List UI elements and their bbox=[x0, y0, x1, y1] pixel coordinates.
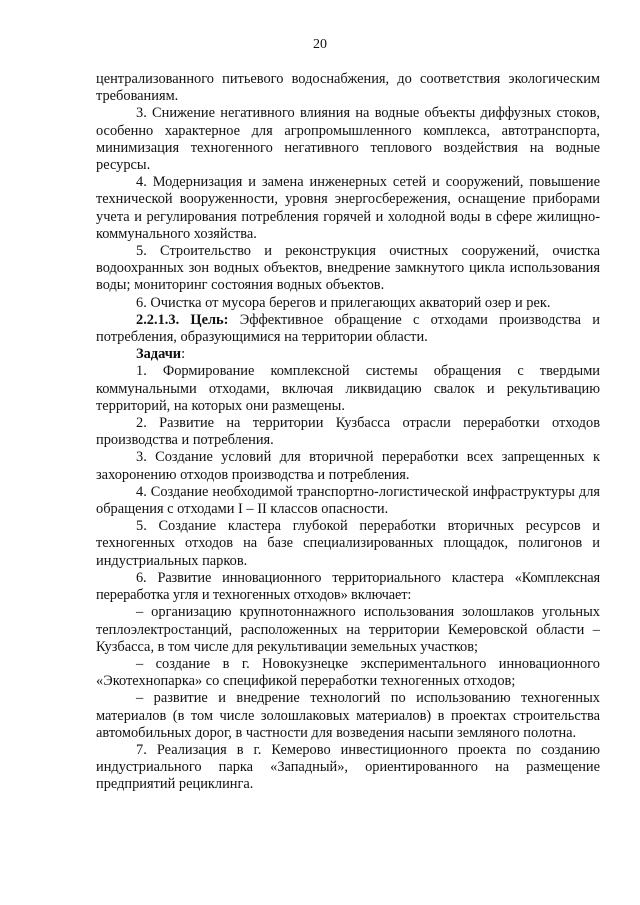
dash-item-ash-slag: – организацию крупнотоннажного использования золошлаков угольных теплоэлектростанций, расположенных на территории Кемеровской области – Кузбасса, в том числе для рекультивации земельных участков; bbox=[96, 604, 600, 655]
page-number: 20 bbox=[313, 37, 327, 52]
dash-item-road-construction: – развитие и внедрение технологий по использованию техногенных материалов (в том числе золошлаковых материалов) в проектах строительства автомобильных дорог, в частности для возведения насыпи земляного полотна. bbox=[96, 690, 600, 741]
task-item-3: 3. Создание условий для вторичной переработки всех запрещенных к захоронению отходов производства и потребления. bbox=[96, 449, 600, 483]
paragraph-water-supply-cont: централизованного питьевого водоснабжения, до соответствия экологическим требованиям. bbox=[96, 71, 600, 105]
paragraph-shore-cleaning: 6. Очистка от мусора берегов и прилегающих акваторий озер и рек. bbox=[136, 294, 551, 311]
tasks-label: Задачи bbox=[136, 346, 182, 363]
task-item-7: 7. Реализация в г. Кемерово инвестиционного проекта по созданию индустриального парка «Западный», ориентированного на размещение предприятий рециклинга. bbox=[96, 741, 600, 793]
dash-item-ecotechnopark: – создание в г. Новокузнецке экспериментального инновационного «Экотехнопарка» со спецификой переработки техногенных отходов; bbox=[96, 655, 600, 690]
task-item-2: 2. Развитие на территории Кузбасса отрасли переработки отходов производства и потребления. bbox=[96, 415, 600, 449]
task-item-1: 1. Формирование комплексной системы обращения с твердыми коммунальными отходами, включая ликвидацию свалок и рекультивацию территорий, на которых они размещены. bbox=[96, 363, 600, 414]
goal-label: 2.2.1.3. Цель: bbox=[136, 311, 229, 328]
task-item-6: 6. Развитие инновационного территориального кластера «Комплексная переработка угля и техногенных отходов» включает: bbox=[96, 569, 600, 604]
task-item-5: 5. Создание кластера глубокой переработки вторичных ресурсов и техногенных отходов на базе специализированных площадок, полигонов и индустриальных парков. bbox=[96, 518, 600, 569]
paragraph-network-modernization: 4. Модернизация и замена инженерных сетей и сооружений, повышение технической вооруженности, уровня энергосбережения, оснащение приборами учета и регулирования потребления горячей и холодной воды в сфере жилищно-коммунального хозяйства. bbox=[96, 174, 600, 242]
tasks-colon: : bbox=[181, 346, 186, 363]
goal-text: Эффективное обращение с отходами производства и потребления, образующимися на территории области. bbox=[96, 311, 600, 346]
task-item-4: 4. Создание необходимой транспортно-логистической инфраструктуры для обращения с отходами I – II классов опасности. bbox=[96, 483, 600, 518]
document-body bbox=[96, 71, 600, 794]
goal-paragraph bbox=[96, 312, 600, 346]
paragraph-diffuse-runoff: 3. Снижение негативного влияния на водные объекты диффузных стоков, особенно характерное для агропромышленного комплекса, автотранспорта, минимизация техногенного негативного теплового воздействия на водные ресурсы. bbox=[96, 105, 600, 174]
tasks-heading bbox=[96, 346, 600, 363]
paragraph-treatment-facilities: 5. Строительство и реконструкция очистных сооружений, очистка водоохранных зон водных объектов, внедрение замкнутого цикла использования воды; мониторинг состояния водных объектов. bbox=[96, 243, 600, 294]
